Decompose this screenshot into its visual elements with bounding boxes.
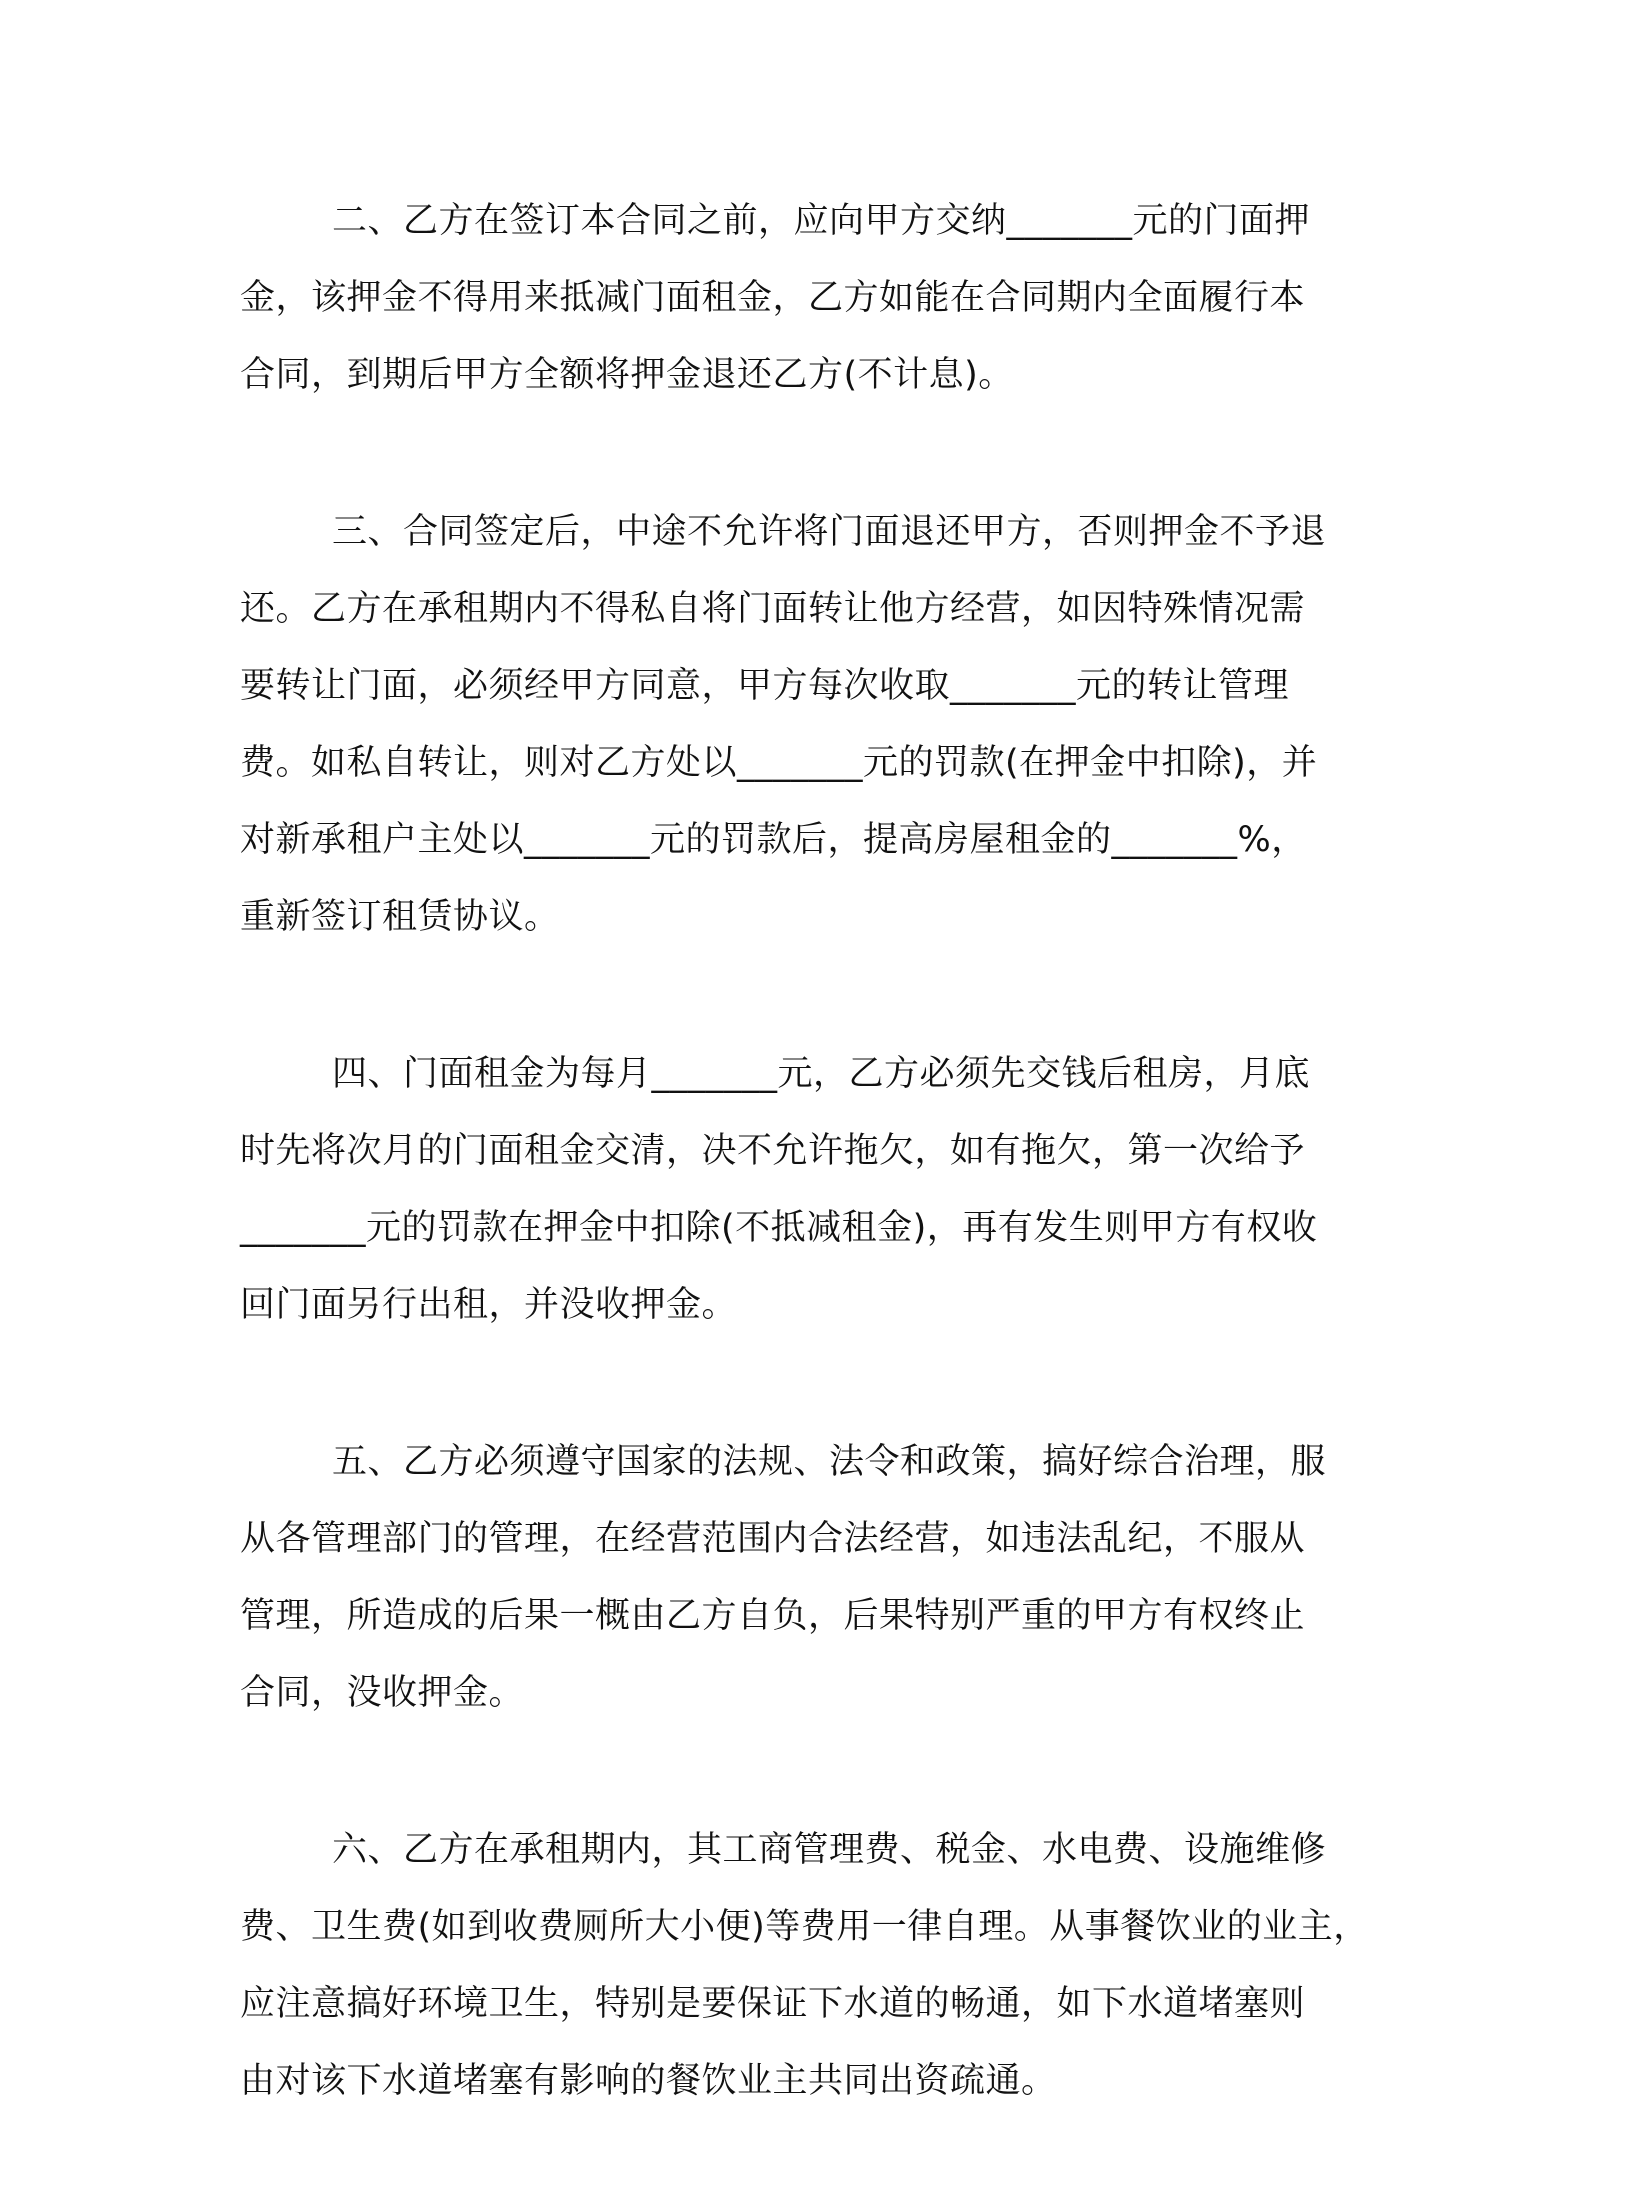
document-body xyxy=(240,183,1410,2200)
clause-6-paragraph xyxy=(240,1812,1410,2120)
text-line: 六、乙方在承租期内，其工商管理费、税金、水电费、设施维修 xyxy=(332,1830,1327,1870)
text-line: 时先将次月的门面租金交清，决不允许拖欠，如有拖欠，第一次给予 xyxy=(240,1131,1306,1171)
text-line: 二、乙方在签订本合同之前，应向甲方交纳_______元的门面押 xyxy=(332,201,1311,241)
text-line: 从各管理部门的管理，在经营范围内合法经营，如违法乱纪，不服从 xyxy=(240,1519,1306,1559)
text-line: 三、合同签定后，中途不允许将门面退还甲方，否则押金不予退 xyxy=(332,512,1327,552)
text-line: 费、卫生费(如到收费厕所大小便)等费用一律自理。从事餐饮业的业主， xyxy=(240,1907,1369,1947)
clause-4-paragraph xyxy=(240,1036,1410,1344)
text-line: 管理，所造成的后果一概由乙方自负，后果特别严重的甲方有权终止 xyxy=(240,1596,1306,1636)
text-line: 由对该下水道堵塞有影响的餐饮业主共同出资疏通。 xyxy=(240,2061,1057,2101)
text-line: 重新签订租赁协议。 xyxy=(240,897,560,937)
text-line: 合同，没收押金。 xyxy=(240,1673,525,1713)
text-line: 对新承租户主处以_______元的罚款后，提高房屋租金的_______%， xyxy=(240,820,1307,860)
text-line: 四、门面租金为每月_______元，乙方必须先交钱后租房，月底 xyxy=(332,1054,1311,1094)
clause-5-paragraph xyxy=(240,1424,1410,1732)
clause-2-paragraph xyxy=(240,183,1410,414)
text-line: 五、乙方必须遵守国家的法规、法令和政策，搞好综合治理，服 xyxy=(332,1442,1327,1482)
text-line: 要转让门面，必须经甲方同意，甲方每次收取_______元的转让管理 xyxy=(240,666,1290,706)
text-line: 金，该押金不得用来抵减门面租金，乙方如能在合同期内全面履行本 xyxy=(240,278,1306,318)
clause-3-paragraph xyxy=(240,494,1410,956)
text-line: _______元的罚款在押金中扣除(不抵减租金)，再有发生则甲方有权收 xyxy=(240,1208,1318,1248)
text-line: 回门面另行出租，并没收押金。 xyxy=(240,1285,738,1325)
text-line: 费。如私自转让，则对乙方处以_______元的罚款(在押金中扣除)，并 xyxy=(240,743,1318,783)
text-line: 应注意搞好环境卫生，特别是要保证下水道的畅通，如下水道堵塞则 xyxy=(240,1984,1306,2024)
text-line: 还。乙方在承租期内不得私自将门面转让他方经营，如因特殊情况需 xyxy=(240,589,1306,629)
text-line: 合同，到期后甲方全额将押金退还乙方(不计息)。 xyxy=(240,355,1014,395)
